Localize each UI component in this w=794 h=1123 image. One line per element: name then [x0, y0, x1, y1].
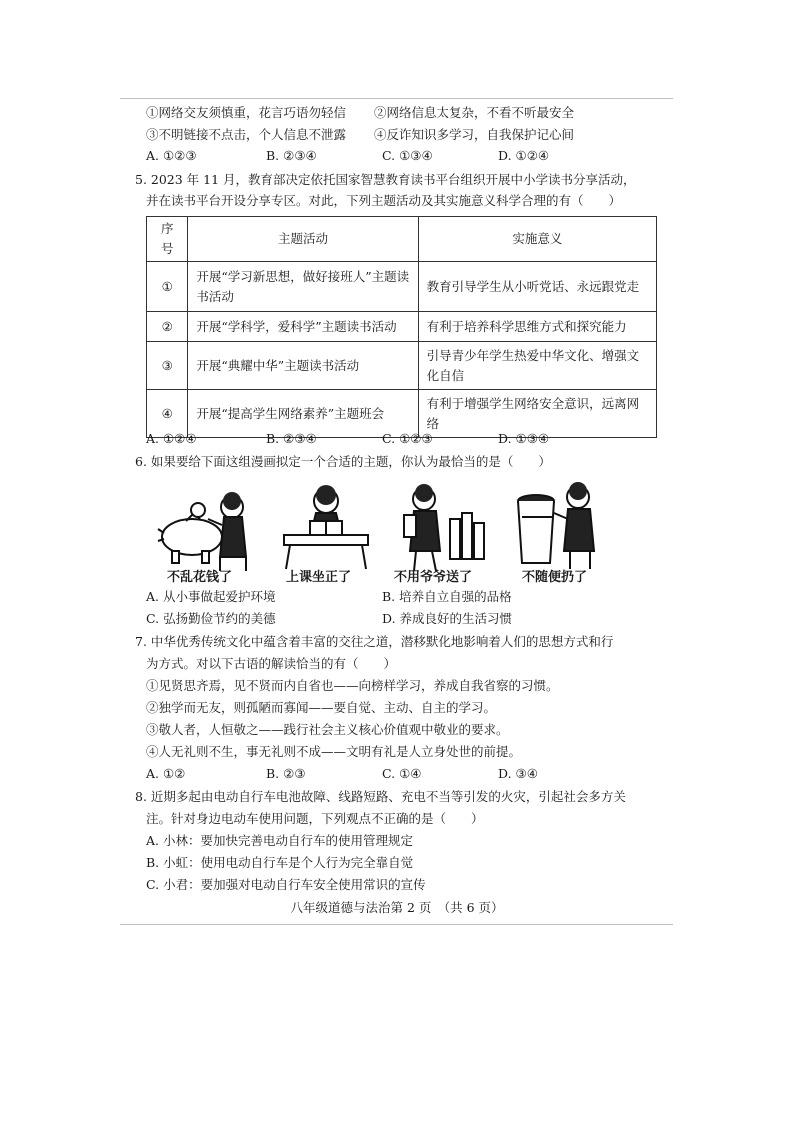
- q8-option-a: A. 小林：要加快完善电动自行车的使用管理规定: [146, 833, 413, 848]
- q7-option-c: C. ①④: [382, 766, 422, 781]
- q7-item-4: ④人无礼则不生，事无礼则不成——文明有礼是人立身处世的前提。: [146, 744, 522, 759]
- header-meaning: 实施意义: [418, 217, 656, 262]
- q8-stem-line-1: 8. 近期多起由电动自行车电池故障、线路短路、充电不当等引发的火灾，引起社会多方关: [135, 789, 626, 804]
- q7-stem-line-1: 7. 中华优秀传统文化中蕴含着丰富的交往之道，潜移默化地影响着人们的思想方式和行: [135, 634, 614, 649]
- q4-item-3: ③不明链接不点击，个人信息不泄露: [146, 127, 347, 142]
- row-serial: ②: [147, 312, 188, 342]
- q4-option-a: A. ①②③: [146, 148, 197, 163]
- q7-item-2: ②独学而无友，则孤陋而寡闻——要自觉、主动、自主的学习。: [146, 700, 497, 715]
- table-header-row: [147, 217, 657, 262]
- q4-option-b: B. ②③④: [266, 148, 317, 163]
- q7-option-a: A. ①②: [146, 766, 186, 781]
- q6-stem: 6. 如果要给下面这组漫画拟定一个合适的主题，你认为最恰当的是（ ）: [135, 454, 551, 469]
- q6-option-c: C. 弘扬勤俭节约的美德: [146, 611, 276, 626]
- row-serial: ④: [147, 390, 188, 438]
- top-divider: [120, 98, 673, 99]
- q4-item-2: ②网络信息太复杂，不看不听最安全: [374, 105, 575, 120]
- row-meaning: 引导青少年学生热爱中华文化、增强文化自信: [418, 342, 656, 390]
- q6-option-a: A. 从小事做起爱护环境: [146, 589, 276, 604]
- table-row: [147, 312, 657, 342]
- comic-caption-4: 不随便扔了: [522, 570, 588, 585]
- row-meaning: 教育引导学生从小听党话、永远跟党走: [418, 262, 656, 312]
- q6-option-d: D. 养成良好的生活习惯: [382, 611, 513, 626]
- row-activity: 开展“典耀中华”主题读书活动: [188, 342, 418, 390]
- q7-item-1: ①见贤思齐焉，见不贤而内自省也——向榜样学习，养成自我省察的习惯。: [146, 678, 559, 693]
- q5-option-b: B. ②③④: [266, 431, 317, 446]
- row-serial: ③: [147, 342, 188, 390]
- q8-option-c: C. 小君：要加强对电动自行车安全使用常识的宣传: [146, 877, 426, 892]
- q5-option-c: C. ①②③: [382, 431, 433, 446]
- comic-caption-1: 不乱花钱了: [167, 570, 233, 585]
- row-meaning: 有利于增强学生网络安全意识，远离网络: [418, 390, 656, 438]
- q5-stem-line-1: 5. 2023 年 11 月，教育部决定依托国家智慧教育读书平台组织开展中小学读书分享活动，: [135, 172, 636, 187]
- q4-option-d: D. ①②④: [498, 148, 550, 163]
- q7-option-b: B. ②③: [266, 766, 306, 781]
- header-activity: 主题活动: [188, 217, 418, 262]
- q8-stem-line-2: 注。针对身边电动车使用问题，下列观点不正确的是（ ）: [146, 811, 484, 826]
- q4-option-c: C. ①③④: [382, 148, 433, 163]
- row-meaning: 有利于培养科学思维方式和探究能力: [418, 312, 656, 342]
- row-activity: 开展“提高学生网络素养”主题班会: [188, 390, 418, 438]
- q7-item-3: ③敬人者，人恒敬之——践行社会主义核心价值观中敬业的要求。: [146, 722, 509, 737]
- row-activity: 开展“学习新思想，做好接班人”主题读书活动: [188, 262, 418, 312]
- q6-option-b: B. 培养自立自强的品格: [382, 589, 512, 604]
- comic-caption-2: 上课坐正了: [286, 570, 352, 585]
- q7-stem-line-2: 为方式。对以下古语的解读恰当的有（ ）: [146, 656, 397, 671]
- table-row: [147, 342, 657, 390]
- q7-option-d: D. ③④: [498, 766, 538, 781]
- header-serial: 序号: [147, 217, 188, 262]
- comic-caption-3: 不用爷爷送了: [394, 570, 473, 585]
- q5-option-a: A. ①②④: [146, 431, 197, 446]
- q5-table: [146, 216, 657, 438]
- q4-item-4: ④反诈知识多学习，自我保护记心间: [374, 127, 575, 142]
- bottom-divider: [120, 924, 673, 925]
- table-row: [147, 262, 657, 312]
- row-activity: 开展“学科学，爱科学”主题读书活动: [188, 312, 418, 342]
- q5-option-d: D. ①③④: [498, 431, 550, 446]
- q5-stem-line-2: 并在读书平台开设分享专区。对此，下列主题活动及其实施意义科学合理的有（ ）: [146, 193, 622, 208]
- q4-item-1: ①网络交友须慎重，花言巧语勿轻信: [146, 105, 347, 120]
- page-footer: 八年级道德与法治第 2 页 （共 6 页）: [290, 900, 504, 915]
- q8-option-b: B. 小虹：使用电动自行车是个人行为完全靠自觉: [146, 855, 414, 870]
- row-serial: ①: [147, 262, 188, 312]
